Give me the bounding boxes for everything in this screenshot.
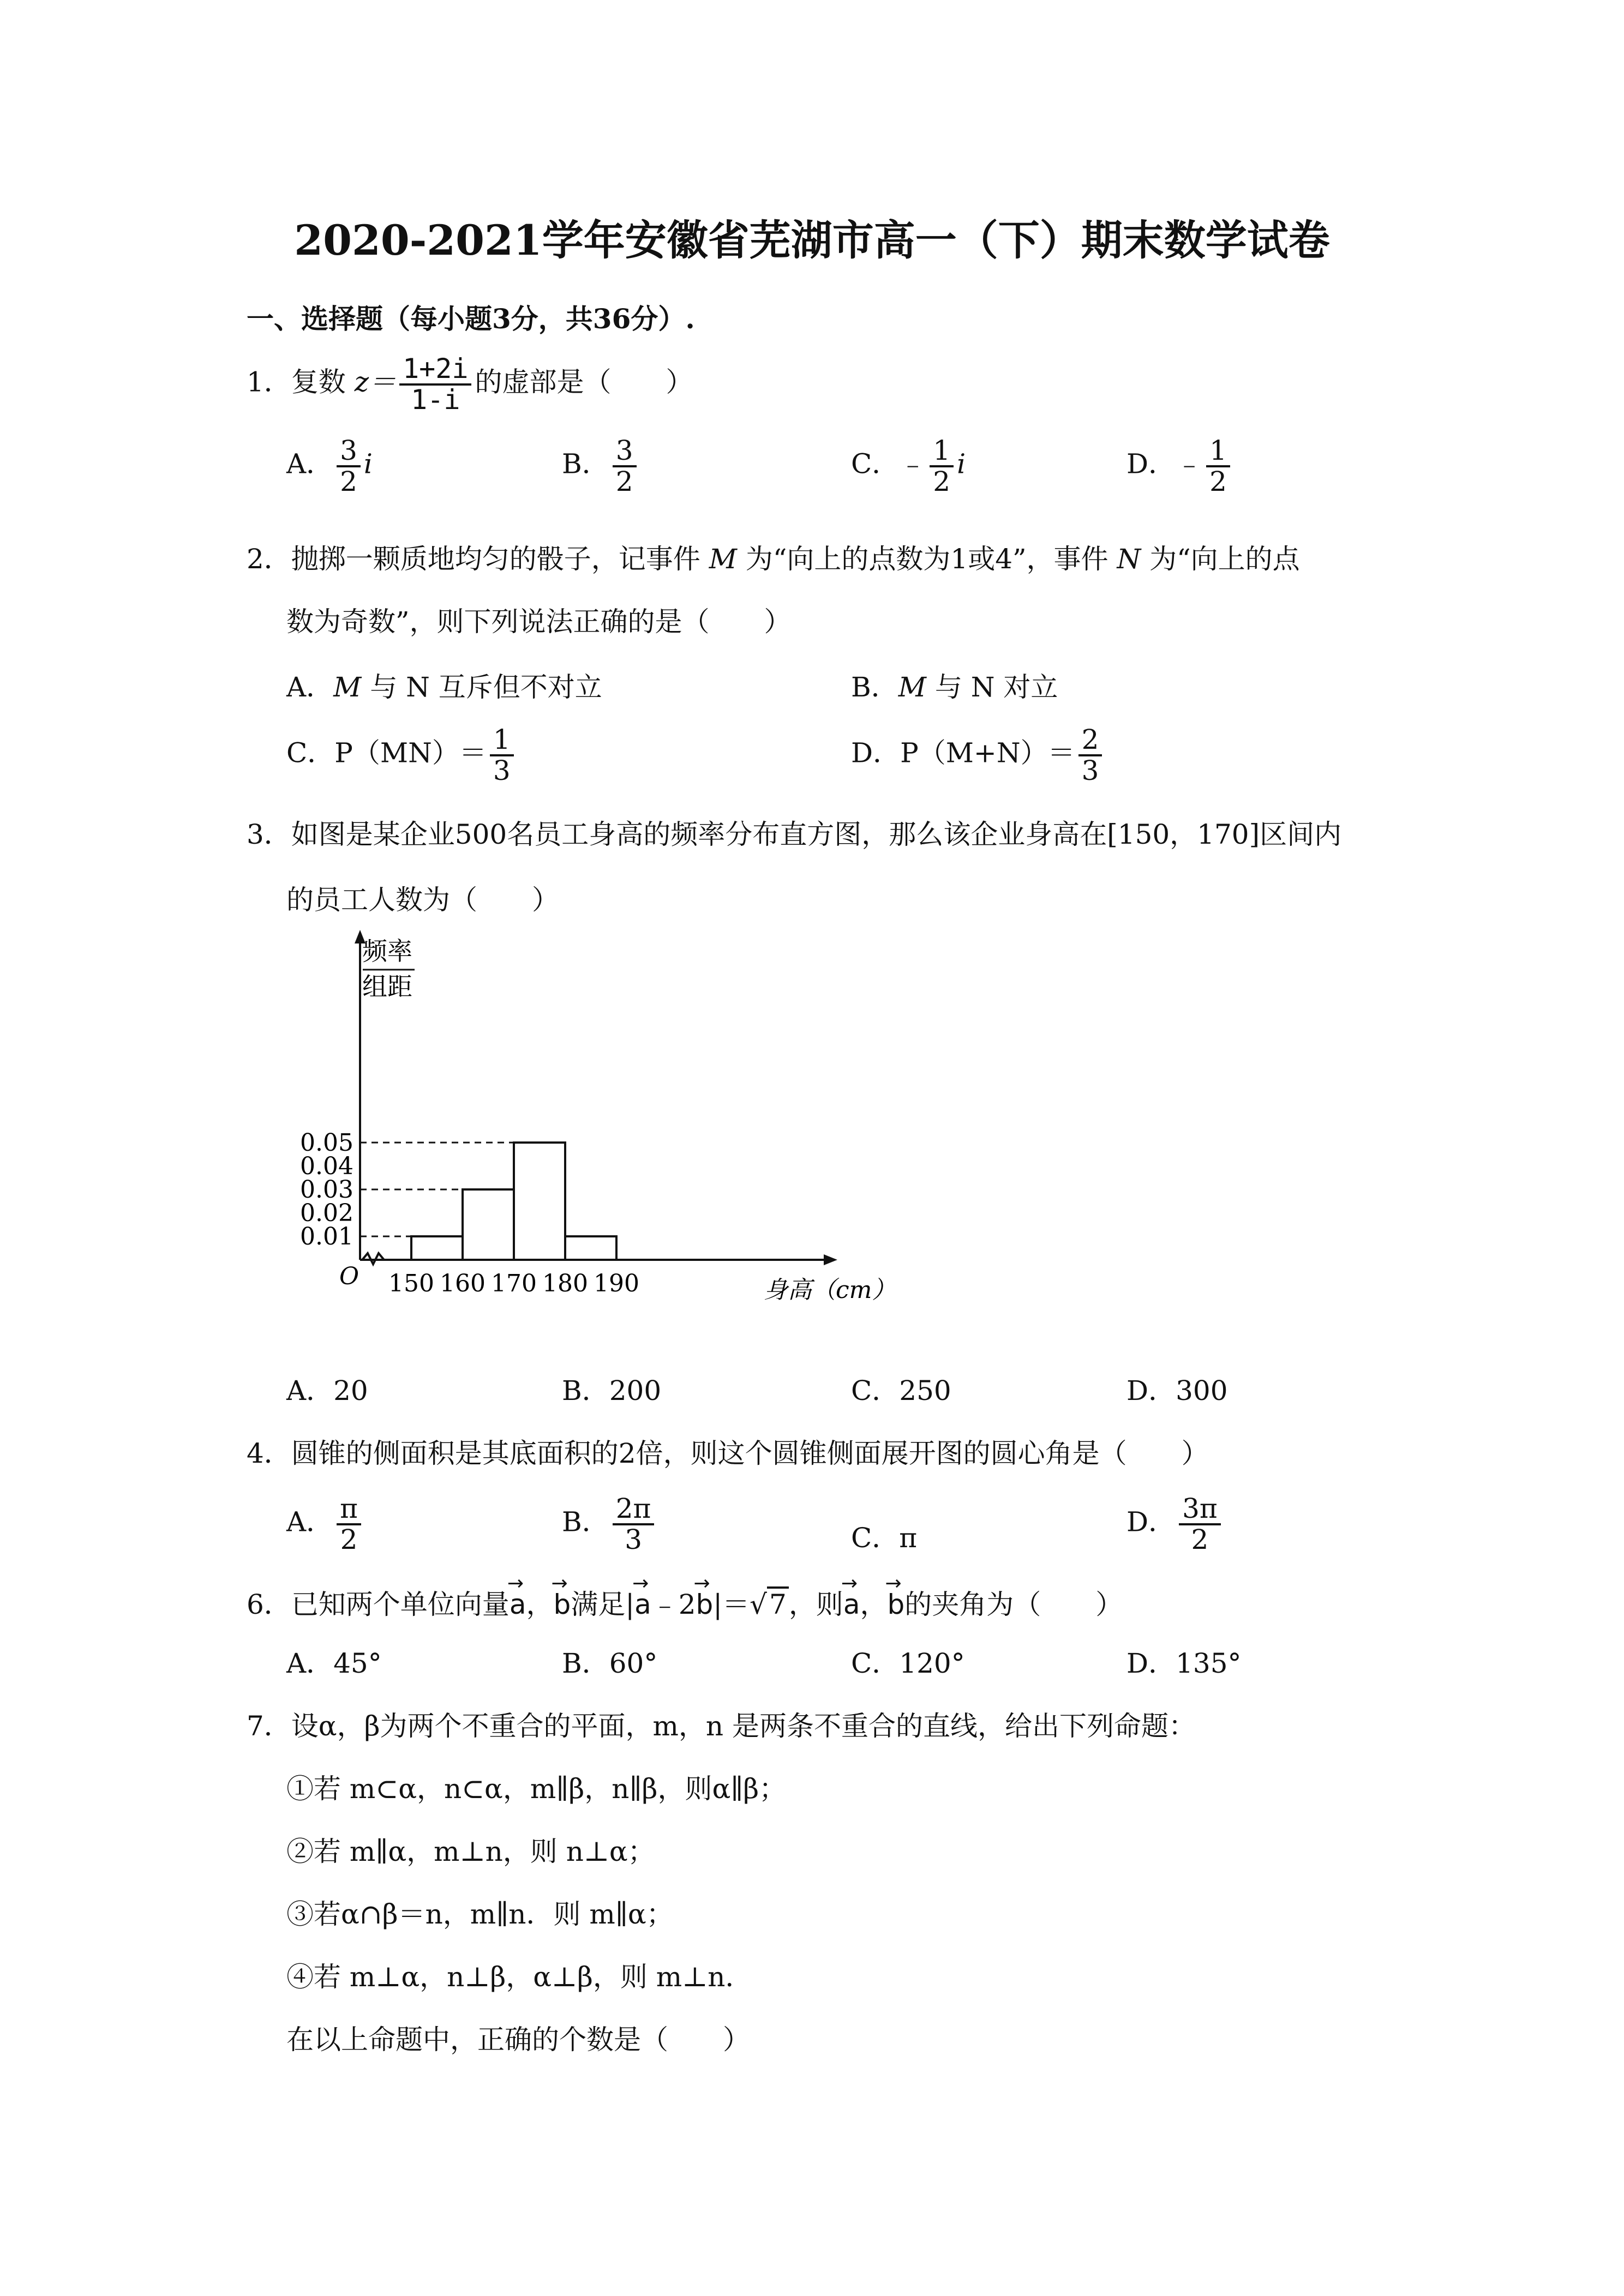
q2-option-c: C．P（MN）＝ $\frac{1}{3}$ — [286, 725, 517, 785]
x-tick-label: 170 — [491, 1270, 537, 1297]
proposition-4: ④若 m⊥α，n⊥β，α⊥β，则 m⊥n． — [286, 1961, 753, 1993]
histogram-bar-1 — [411, 1236, 463, 1260]
histogram-bar-4 — [565, 1236, 616, 1260]
y-tick-label: 0.02 — [300, 1199, 353, 1227]
q3-option-b: B．200 — [562, 1375, 662, 1407]
q1-option-c: C．﹣ $\frac{1}{2}$ i — [851, 435, 966, 497]
question-1: 1．复数 z＝ $\frac{1+2i}{1-i}$ 的虚部是（ ） — [247, 353, 693, 416]
question-6: 6．已知两个单位向量→ a，→ b满足|→ a﹣2→ b|＝√7，则→ a，→ b的夹角为（ ） — [247, 1579, 1123, 1622]
vector-a: → a — [510, 1579, 526, 1620]
q1-option-a: A． $\frac{3}{2}$ i — [286, 435, 373, 497]
q1-fraction: $\frac{1+2i}{1-i}$ — [399, 354, 471, 414]
q3-option-d: D．300 — [1126, 1375, 1228, 1407]
q6-option-a: A．45° — [286, 1648, 382, 1679]
q4-option-d: D． $\frac{3\pi}{2}$ — [1126, 1494, 1224, 1554]
q1-option-d: D．﹣ $\frac{1}{2}$ — [1126, 436, 1233, 496]
q4-option-c: C．π — [851, 1522, 918, 1554]
q3-option-c: C．250 — [851, 1375, 951, 1407]
q3-option-a: A．20 — [286, 1375, 368, 1407]
proposition-1: ①若 m⊂α，n⊂α，m∥β，n∥β，则α∥β； — [286, 1773, 787, 1805]
height-histogram — [300, 927, 896, 1342]
q1-option-b: B． $\frac{3}{2}$ — [562, 436, 640, 496]
q2-option-d: D．P（M+N）＝ $\frac{2}{3}$ — [851, 725, 1105, 785]
x-axis-arrow — [824, 1254, 837, 1265]
question-3-line2: 的员工人数为（ ） — [286, 884, 559, 916]
y-tick-label: 0.04 — [300, 1152, 353, 1180]
proposition-3: ③若α∩β＝n，m∥n．则 m∥α； — [286, 1898, 674, 1930]
question-2-line2: 数为奇数”，则下列说法正确的是（ ） — [286, 606, 792, 638]
q6-option-d: D．135° — [1126, 1648, 1242, 1679]
page-title: 2020-2021学年安徽省芜湖市高一（下）期末数学试卷 — [294, 216, 1330, 265]
x-tick-label: 180 — [542, 1270, 588, 1297]
question-3-line1: 3．如图是某企业500名员工身高的频率分布直方图，那么该企业身高在[150，170]区间内 — [247, 819, 1342, 850]
x-tick-label: 150 — [388, 1270, 434, 1297]
question-7: 7．设α，β为两个不重合的平面，m，n 是两条不重合的直线，给出下列命题： — [247, 1710, 1196, 1742]
x-tick-label: 190 — [594, 1270, 639, 1297]
sqrt-sign: √ — [750, 1589, 767, 1620]
y-tick-label: 0.03 — [300, 1176, 353, 1204]
y-label-bottom: 组距 — [362, 972, 412, 1001]
question-2-line1: 2．抛掷一颗质地均匀的骰子，记事件 M 为“向上的点数为1或4”，事件 N 为“向上的点 — [247, 543, 1300, 575]
q6-option-c: C．120° — [851, 1648, 965, 1679]
q2-option-b: B．M 与 N 对立 — [851, 671, 1058, 703]
y-label-top: 频率 — [362, 936, 412, 966]
histogram-bar-2 — [463, 1189, 514, 1260]
q4-option-b: B． $\frac{2\pi}{3}$ — [562, 1494, 657, 1554]
question-7-ask: 在以上命题中，正确的个数是（ ） — [286, 2024, 750, 2055]
origin-label: O — [339, 1263, 359, 1290]
q2-option-a: A．M 与 N 互斥但不对立 — [286, 671, 602, 703]
vector-b: → b — [553, 1579, 571, 1620]
x-axis-label: 身高（cm） — [764, 1276, 896, 1304]
y-tick-label: 0.05 — [300, 1129, 353, 1157]
section-heading: 一、选择题（每小题3分，共36分）. — [247, 303, 695, 335]
q4-option-a: A． $\frac{\pi}{2}$ — [286, 1494, 364, 1554]
histogram-plot — [300, 930, 896, 1304]
question-4: 4．圆锥的侧面积是其底面积的2倍，则这个圆锥侧面展开图的圆心角是（ ） — [247, 1438, 1209, 1469]
histogram-bar-3 — [514, 1143, 565, 1260]
proposition-2: ②若 m∥α，m⊥n，则 n⊥α； — [286, 1836, 655, 1867]
y-tick-label: 0.01 — [300, 1223, 353, 1251]
x-tick-label: 160 — [440, 1270, 486, 1297]
q6-option-b: B．60° — [562, 1648, 658, 1679]
